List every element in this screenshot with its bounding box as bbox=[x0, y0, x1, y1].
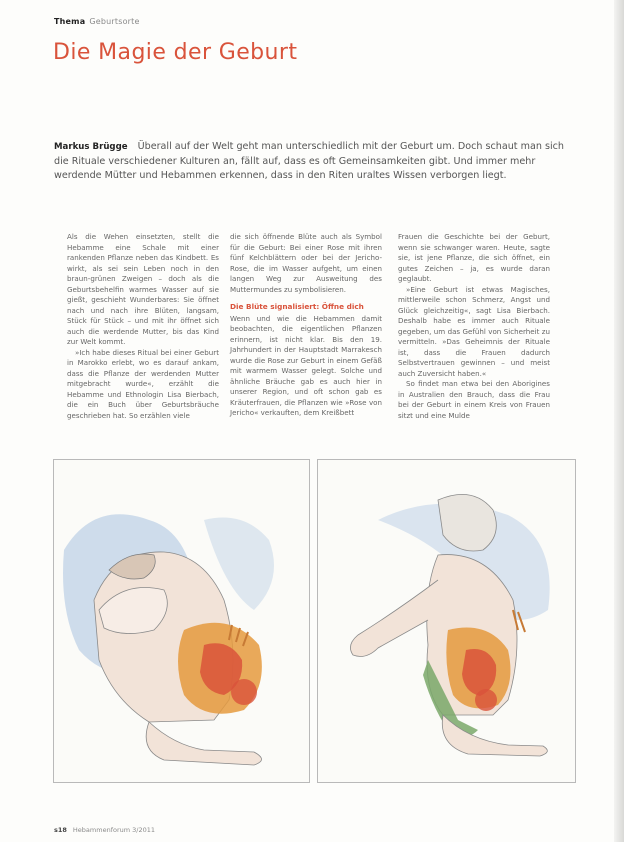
paragraph: »Eine Geburt ist etwas Magisches, mittlerweile schon Schmerz, Angst und Glück gleichzeitig«, sagt Lisa Bierbach. Deshalb habe es immer auch Rituale gegeben, um das Gefühl von Sicherheit zu vermitteln. »Das Geheimnis der Rituale ist, dass die Frauen dadurch Selbstvertrauen gewinnen – und meist auch Zuversicht haben.« bbox=[398, 284, 550, 378]
paragraph: Wenn und wie die Hebammen damit beobachten, die eigentlichen Pflanzen erinnern, ist nicht klar. Bis den 19. Jahrhundert in der Hauptstadt Marrakesch wurde die Rose zur Geburt in einem Gefäß mit warmem Wasser gelegt. Solche und ähnliche Bräuche gab es auch hier in unserer Region, und oft schon gab es Kräuterfrauen, die Pflanzen wie »Rose von Jericho« verkauften, dem Kreißbett bbox=[230, 313, 382, 417]
article-lead bbox=[54, 140, 574, 184]
paragraph: »Ich habe dieses Ritual bei einer Geburt in Marokko erlebt, wo es darauf ankam, dass die Pflanze der werdenden Mutter mitgebracht wurde«, erzählt die Hebamme und Ethnologin Lisa Bierbach, die ein Buch über Geburtsbräuche geschrieben hat. So erzählen viele bbox=[67, 347, 219, 420]
paragraph: die sich öffnende Blüte auch als Symbol für die Geburt: Bei einer Rose mit ihren fünf Kelchblättern oder bei der Jericho-Rose, die im Wasser aufgeht, um einen langen Weg zur Ausweitung des Muttermundes zu symbolisieren. bbox=[230, 232, 382, 294]
section-label: Thema bbox=[54, 17, 86, 26]
text-column-1 bbox=[67, 232, 219, 421]
paragraph: Als die Wehen einsetzten, stellt die Hebamme eine Schale mit einer rankenden Pflanze neben das Kindbett. Es wirkt, als sei sein Leben noch in den braun-grünen Zweigen – doch als die Geburtsbehelfin warmes Wasser auf sie gießt, geschieht Wunderbares: Sie öffnet nach und nach ihre Blüten, langsam, Stück für Stück – und mit ihr öffnet sich auch die werdende Mutter, bis das Kind zur Welt kommt. bbox=[67, 232, 219, 346]
page-number: s18 bbox=[54, 826, 67, 834]
author-name: Markus Brügge bbox=[54, 142, 128, 152]
article-title: Die Magie der Geburt bbox=[53, 40, 298, 65]
topic-label: Geburtsorte bbox=[89, 17, 140, 26]
kneeling-woman-leaning-forward-image bbox=[318, 460, 575, 782]
text-column-2 bbox=[230, 232, 382, 419]
illustration-right bbox=[317, 459, 576, 783]
paragraph: So findet man etwa bei den Aborigines in Australien den Brauch, dass die Frau bei der Geburt in einem Kreis von Frauen sitzt und eine Mulde bbox=[398, 379, 550, 420]
paragraph: Frauen die Geschichte bei der Geburt, wenn sie schwanger waren. Heute, sagte sie, ist jene Pflanze, die sich öffnet, ein gutes Zeichen – ja, es wurde daran geglaubt. bbox=[398, 232, 550, 283]
page-footer bbox=[54, 826, 155, 834]
lead-text: Überall auf der Welt geht man unterschiedlich mit der Geburt um. Doch schaut man sich die Rituale verschiedener Kulturen an, fällt auf, dass es oft Gemeinsamkeiten gibt. Und immer mehr werdende Mütter und Hebammen erkennen, dass in den Riten uraltes Wissen verborgen liegt. bbox=[54, 141, 564, 181]
illustration-left bbox=[53, 459, 310, 783]
magazine-issue: Hebammenforum 3/2011 bbox=[72, 826, 156, 834]
page-fold-shadow bbox=[614, 0, 624, 842]
subheading: Die Blüte signalisiert: Öffne dich bbox=[230, 302, 364, 311]
text-column-3 bbox=[398, 232, 550, 421]
kneeling-woman-head-down-image bbox=[54, 460, 309, 782]
section-kicker bbox=[54, 17, 140, 26]
